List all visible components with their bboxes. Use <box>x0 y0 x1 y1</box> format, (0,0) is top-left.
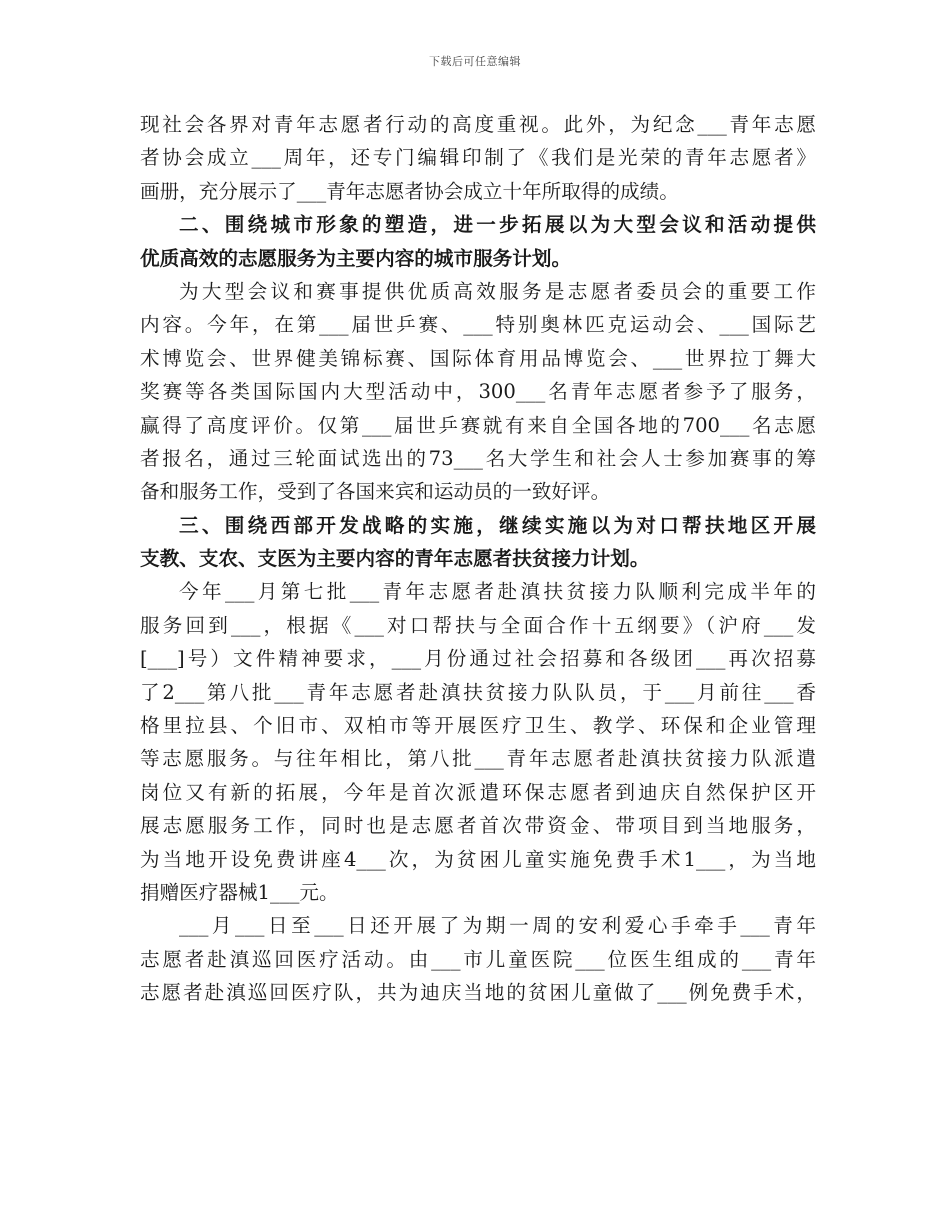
paragraph-line: 等志愿服务。与往年相比，第八批___青年志愿者赴滇扶贫接力队派遣 <box>140 747 816 771</box>
paragraph-line: 格里拉县、个旧市、双柏市等开展医疗卫生、教学、环保和企业管理 <box>140 714 816 738</box>
paragraph-line: 者报名，通过三轮面试选出的73___名大学生和社会人士参加赛事的筹 <box>140 446 816 470</box>
page-header: 下载后可任意编辑 <box>429 55 521 68</box>
paragraph-line: [___]号）文件精神要求，___月份通过社会招募和各级团___再次招募 <box>140 647 816 671</box>
paragraph-line: 为大型会议和赛事提供优质高效服务是志愿者委员会的重要工作 <box>179 279 816 303</box>
paragraph-line: 岗位又有新的拓展，今年是首次派遣环保志愿者到迪庆自然保护区开 <box>140 780 816 804</box>
document-body <box>140 108 816 1010</box>
section-heading-line: 三、围绕西部开发战略的实施，继续实施以为对口帮扶地区开展 <box>179 513 816 537</box>
paragraph-line: 今年___月第七批___青年志愿者赴滇扶贫接力队顺利完成半年的 <box>179 580 816 604</box>
paragraph-line: 捐赠医疗器械1___元。 <box>140 880 339 904</box>
paragraph-line: 服务回到___，根据《___对口帮扶与全面合作十五纲要》（沪府___发 <box>140 613 816 637</box>
paragraph-line: 画册，充分展示了___青年志愿者协会成立十年所取得的成绩。 <box>140 179 679 203</box>
paragraph-line: 为当地开设免费讲座4___次，为贫困儿童实施免费手术1___，为当地 <box>140 847 816 871</box>
paragraph-line: 备和服务工作，受到了各国来宾和运动员的一致好评。 <box>140 480 611 504</box>
paragraph-line: 志愿者赴滇巡回医疗队，共为迪庆当地的贫困儿童做了___例免费手术， <box>140 981 816 1005</box>
paragraph-line: 奖赛等各类国际国内大型活动中，300___名青年志愿者参予了服务， <box>140 380 816 404</box>
paragraph-line: 展志愿服务工作，同时也是志愿者首次带资金、带项目到当地服务， <box>140 814 816 838</box>
paragraph-line: 赢得了高度评价。仅第___届世乒赛就有来自全国各地的700___名志愿 <box>140 413 816 437</box>
paragraph-line: 术博览会、世界健美锦标赛、国际体育用品博览会、___世界拉丁舞大 <box>140 346 816 370</box>
paragraph-line: ___月___日至___日还开展了为期一周的安利爱心手牵手___青年 <box>179 914 816 938</box>
paragraph-line: 内容。今年，在第___届世乒赛、___特别奥林匹克运动会、___国际艺 <box>140 313 816 337</box>
paragraph-line: 者协会成立___周年，还专门编辑印制了《我们是光荣的青年志愿者》 <box>140 146 816 170</box>
section-heading-line: 优质高效的志愿服务为主要内容的城市服务计划。 <box>140 246 572 270</box>
section-heading-line: 支教、支农、支医为主要内容的青年志愿者扶贫接力计划。 <box>140 547 650 571</box>
paragraph-line: 了2___第八批___青年志愿者赴滇扶贫接力队队员，于___月前往___香 <box>140 680 816 704</box>
section-heading-line: 二、围绕城市形象的塑造，进一步拓展以为大型会议和活动提供 <box>179 213 816 237</box>
paragraph-line: 志愿者赴滇巡回医疗活动。由___市儿童医院___位医生组成的___青年 <box>140 947 816 971</box>
paragraph-line: 现社会各界对青年志愿者行动的高度重视。此外，为纪念___青年志愿 <box>140 113 816 136</box>
